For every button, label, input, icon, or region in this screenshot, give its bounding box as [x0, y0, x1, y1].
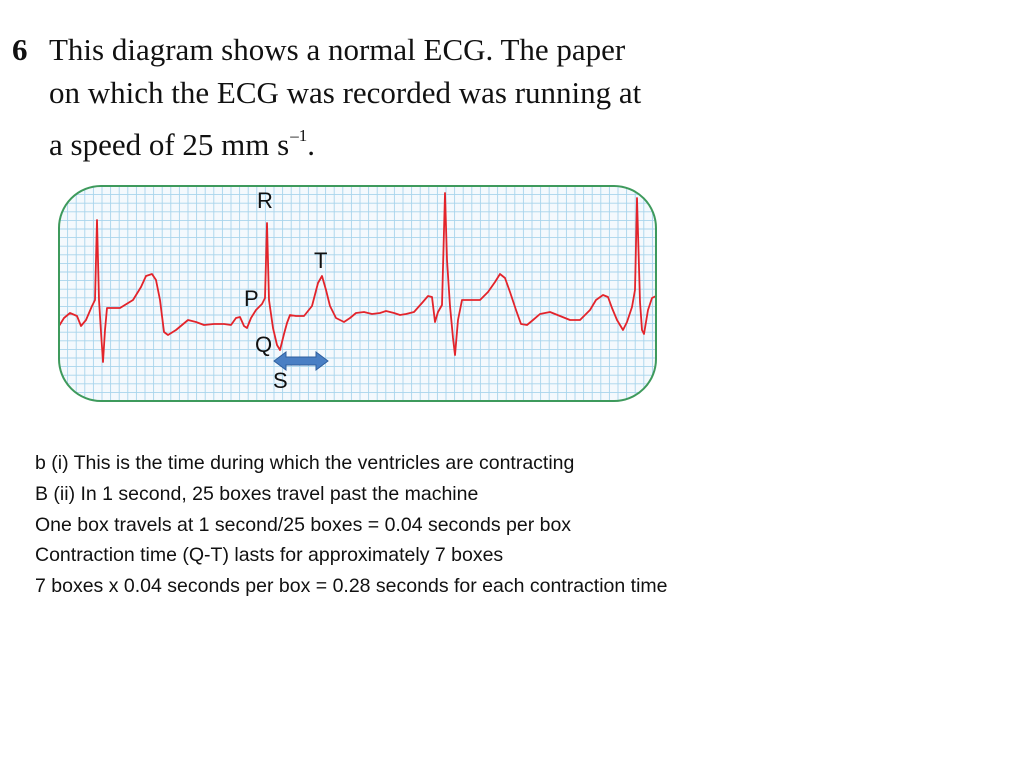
label-s: S	[273, 368, 288, 393]
answer-line-4: Contraction time (Q-T) lasts for approximately 7 boxes	[35, 544, 504, 567]
question-line-1: This diagram shows a normal ECG. The paper	[49, 32, 626, 67]
answer-line-3: One box travels at 1 second/25 boxes = 0.04 seconds per box	[35, 513, 572, 536]
label-p: P	[244, 286, 259, 311]
question-speed-text: a speed of 25 mm s	[49, 127, 290, 162]
label-q: Q	[255, 332, 273, 357]
label-t: T	[314, 248, 328, 273]
question-speed-exponent: –1	[290, 126, 308, 145]
label-r: R	[257, 188, 273, 213]
answer-text	[35, 448, 935, 602]
question-line-3-end: .	[307, 127, 315, 162]
question-number: 6	[12, 32, 28, 67]
answer-line-1: b (i) This is the time during which the ventricles are contracting	[35, 452, 575, 474]
answer-line-5: 7 boxes x 0.04 seconds per box = 0.28 seconds for each contraction time	[35, 575, 668, 598]
question-line-2: on which the ECG was recorded was running at	[49, 75, 642, 110]
answer-line-2: B (ii) In 1 second, 25 boxes travel past the machine	[35, 482, 479, 505]
